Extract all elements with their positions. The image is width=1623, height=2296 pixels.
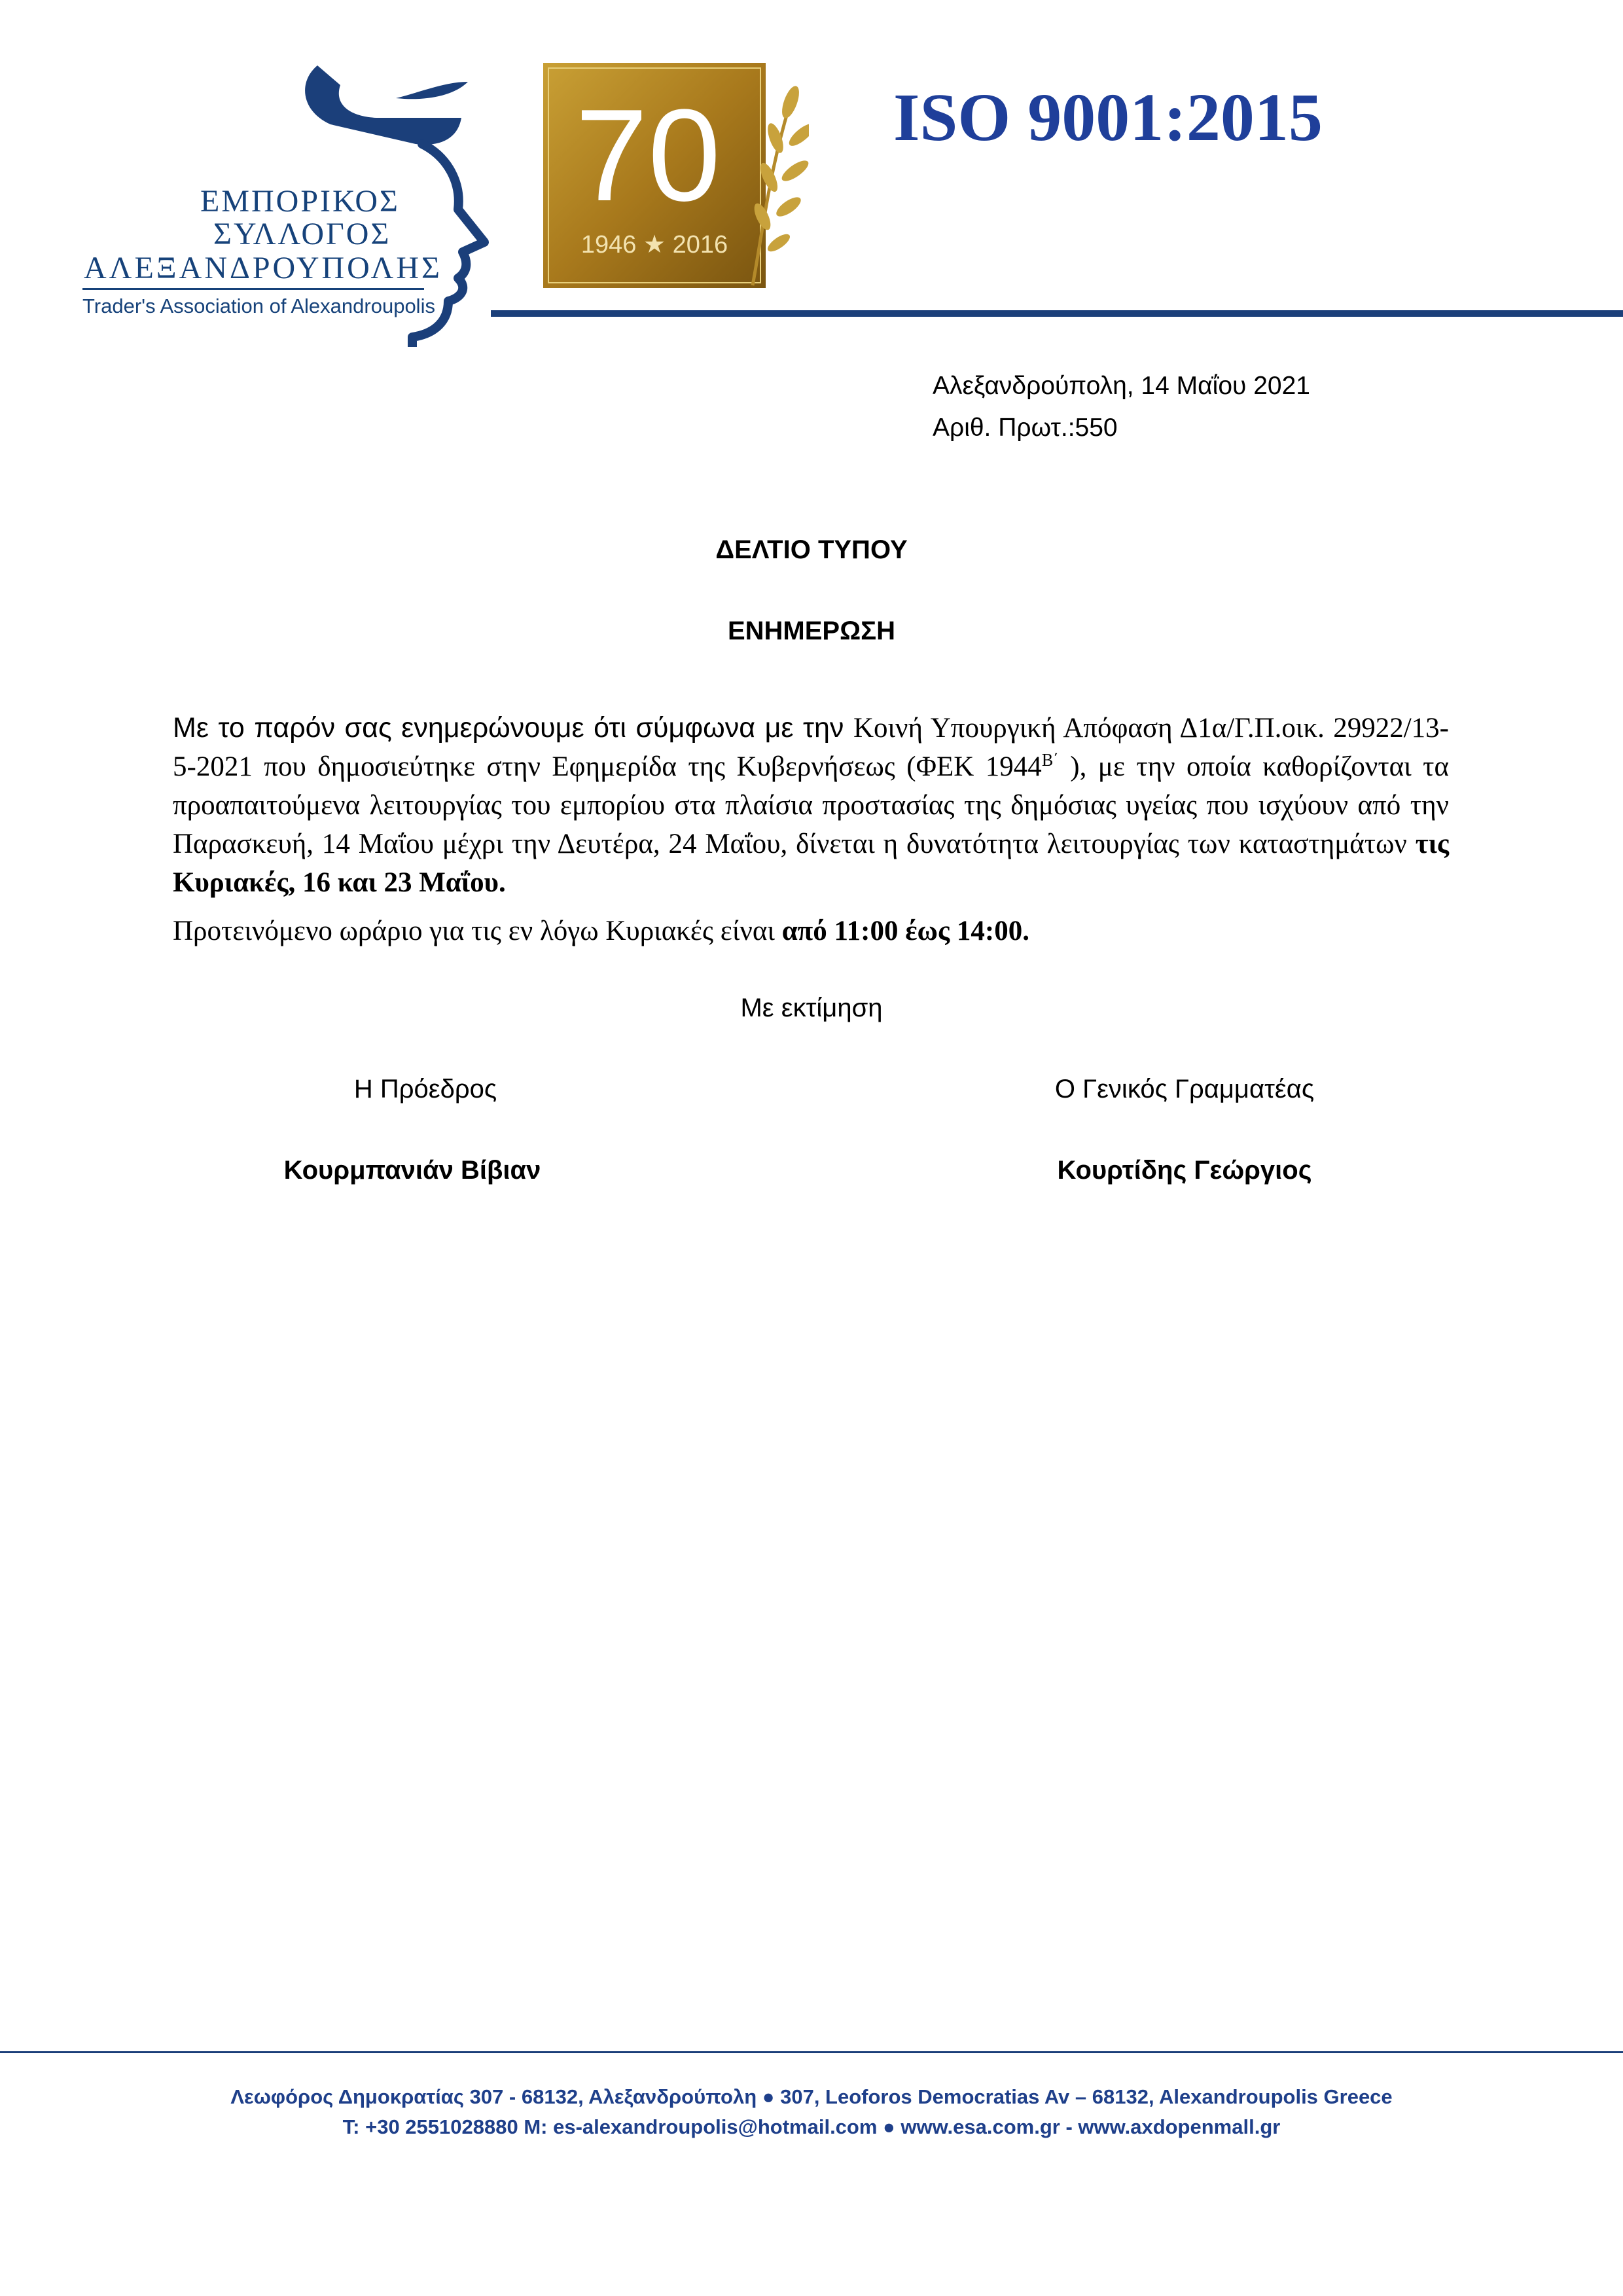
body-paragraph-2 [173,912,1449,950]
footer-address: Λεωφόρος Δημοκρατίας 307 - 68132, Αλεξανδρούπολη ● 307, Leoforos Democratias Av – 68132, Alexandroupolis Greece [230,2085,1393,2108]
highlighted-hours: από 11:00 έως 14:00. [781,916,1029,946]
paragraph-intro: Με το παρόν σας ενημερώνουμε ότι σύμφωνα με την [173,712,853,744]
signature-right-role: Ο Γενικός Γραμματέας [1054,1075,1315,1103]
footer-contacts: T: +30 2551028880 M: es-alexandroupolis@hotmail.com ● www.esa.com.gr - www.axdopenmall.gr [342,2115,1281,2138]
footer-divider [0,2051,1623,2053]
closing-salutation: Με εκτίμηση [740,994,883,1022]
header-divider [491,310,1623,317]
gazette-issue-superscript: Β΄ [1041,750,1059,770]
paragraph-text: Προτεινόμενο ωράριο για τις εν λόγω Κυριακές είναι [173,916,782,946]
document-title: ΔΕΛΤΙΟ ΤΥΠΟΥ [715,535,908,564]
protocol-number: Αριθ. Πρωτ.:550 [933,414,1118,442]
anniversary-years: 1946 ★ 2016 [580,231,728,259]
association-name-line1: ΕΜΠΟΡΙΚΟΣ [200,184,400,219]
paragraph-text-continued: ), με την οποία καθορίζονται τα προαπαιτούμενα λειτουργίας του εμπορίου στα πλαίσια προστασίας της δημόσιας υγείας που ισχύουν από την Παρασκευή, 14 Μαΐου μέχρι την Δευτέρα, 24 Μαΐου, δίνεται η δυνατότητα λειτουργίας των καταστημάτων [173,751,1449,859]
anniversary-number: 70 [575,82,721,228]
association-name-english: Trader's Association of Alexandroupolis [82,295,435,317]
body-paragraph-1 [173,709,1449,902]
association-name-line2: ΣΥΛΛΟΓΟΣ [213,217,391,251]
document-date: Αλεξανδρούπολη, 14 Μαΐου 2021 [933,372,1310,400]
signature-left-name: Κουρμπανιάν Βίβιαν [283,1156,541,1185]
signature-left-role: Η Πρόεδρος [353,1075,497,1103]
association-name-line3: ΑΛΕΞΑΝΔΡΟΥΠΟΛΗΣ [84,251,442,285]
iso-certification: ISO 9001:2015 [893,80,1323,155]
association-underline [82,288,424,290]
highlighted-dates: τις Κυριακές, 16 και 23 Μαΐου. [173,829,1449,898]
document-subtitle: ΕΝΗΜΕΡΩΣΗ [727,617,896,645]
paragraph-text: Κοινή Υπουργική Απόφαση Δ1α/Γ.Π.οικ. 29922/13-5-2021 που δημοσιεύτηκε στην Εφημερίδα της Κυβερνήσεως (ΦΕΚ 1944 [173,713,1449,782]
signature-right-name: Κουρτίδης Γεώργιος [1057,1156,1312,1185]
anniversary-70-logo [543,63,809,288]
